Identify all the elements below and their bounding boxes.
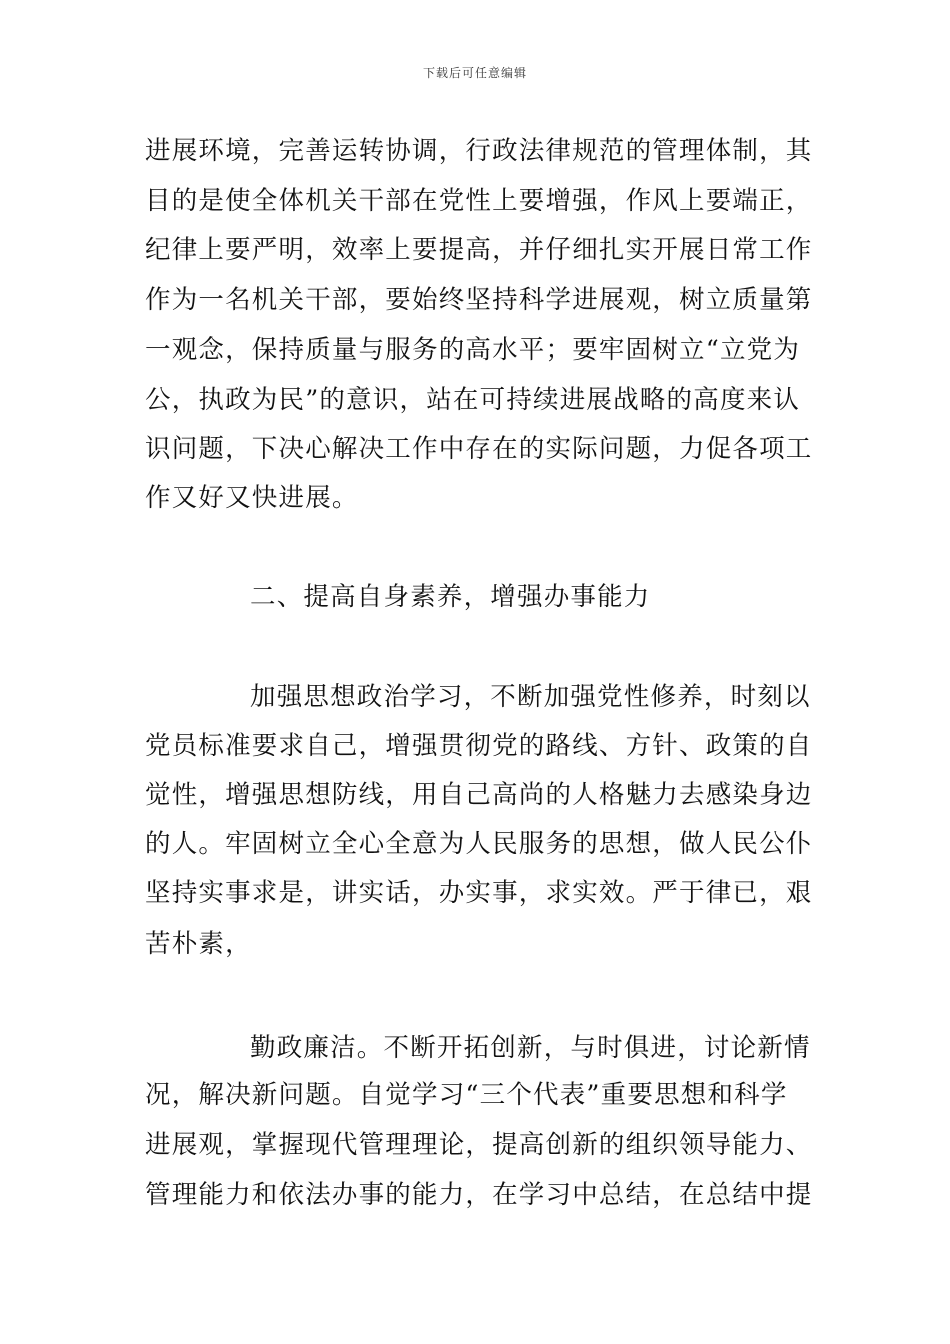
paragraph-1-line-3: 纪律上要严明，效率上要提高，并仔细扎实开展日常工作 [145,235,813,265]
paragraph-1-line-5: 一观念，保持质量与服务的高水平；要牢固树立“立党为 [145,335,801,365]
paragraph-1-line-7: 识问题，下决心解决工作中存在的实际问题，力促各项工 [145,434,813,464]
paragraph-3-line-2: 况，解决新问题。自觉学习“三个代表”重要思想和科学 [145,1080,788,1110]
paragraph-2-line-3: 觉性，增强思想防线，用自己高尚的人格魅力去感染身边 [145,780,813,810]
paragraph-2-line-2: 党员标准要求自己，增强贯彻党的路线、方针、政策的自 [145,731,813,761]
paragraph-2-line-6: 苦朴素， [145,929,252,959]
paragraph-3-line-3: 进展观，掌握现代管理理论，提高创新的组织领导能力、 [145,1130,813,1160]
paragraph-1-line-2: 目的是使全体机关干部在党性上要增强，作风上要端正， [145,186,813,216]
paragraph-3-line-1: 勤政廉洁。不断开拓创新，与时俱进，讨论新情 [250,1033,811,1063]
page-header-note: 下载后可任意编辑 [422,66,527,80]
paragraph-3-line-4: 管理能力和依法办事的能力，在学习中总结，在总结中提 [145,1180,813,1210]
paragraph-1-line-6: 公，执政为民”的意识，站在可持续进展战略的高度来认 [145,385,801,415]
paragraph-1-line-8: 作又好又快进展。 [145,483,359,513]
paragraph-1-line-4: 作为一名机关干部，要始终坚持科学进展观，树立质量第 [145,285,813,315]
paragraph-1-line-1: 进展环境，完善运转协调，行政法律规范的管理体制，其 [145,136,813,166]
paragraph-2-line-4: 的人。牢固树立全心全意为人民服务的思想，做人民公仆 [145,829,813,859]
paragraph-2-line-5: 坚持实事求是，讲实话，办实事，求实效。严于律已，艰 [145,878,813,908]
paragraph-2-line-1: 加强思想政治学习，不断加强党性修养，时刻以 [250,682,811,712]
section-heading: 二、提高自身素养，增强办事能力 [250,582,651,612]
